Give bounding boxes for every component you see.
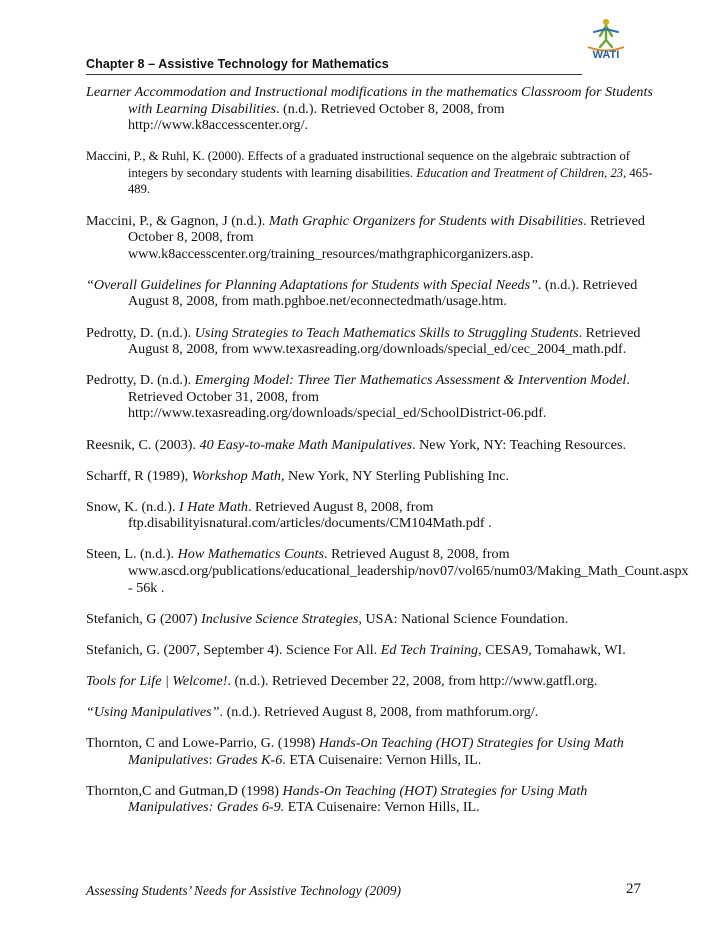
page-number: 27 [626, 881, 641, 897]
reference-entry [86, 213, 656, 263]
reference-text: , USA: National Science Foundation. [358, 610, 569, 627]
reference-text: Scharff, R (1989), [86, 467, 192, 484]
reference-text: CESA9, Tomahawk, WI. [481, 641, 626, 658]
reference-text: Stefanich, G (2007) [86, 610, 202, 627]
reference-text: Stefanich, G. (2007, September 4). Science For All. [86, 641, 381, 658]
reference-italic-text: I Hate Math [179, 498, 248, 515]
reference-entry [86, 277, 656, 310]
reference-entry [86, 735, 656, 768]
reference-text: Thornton, C and Lowe-Parrio, G. (1998) [86, 735, 319, 752]
footer-title: Assessing Students’ Needs for Assistive Technology (2009) [86, 883, 401, 898]
reference-italic-text: How Mathematics Counts [177, 546, 325, 563]
reference-text: , 465-489. [128, 165, 653, 197]
chapter-title: Chapter 8 – Assistive Technology for Mathematics [86, 57, 389, 71]
reference-italic-text: Inclusive Science Strategies [201, 610, 359, 627]
reference-italic-text: Emerging Model: Three Tier Mathematics Assessment & Intervention Model [194, 372, 627, 389]
reference-entry [86, 468, 656, 485]
reference-text: Maccini, P., & Ruhl, K. (2000). Effects of a graduated instructional sequence on the algebraic subtraction of integers by secondary students with learning disabilities. [86, 149, 630, 180]
reference-text: Steen, L. (n.d.). [86, 546, 178, 563]
reference-entry [86, 783, 656, 816]
reference-text: : [208, 751, 217, 768]
reference-text: . Retrieved October 8, 2008, from www.k8accesscenter.org/training_resources/mathgraphicorganizers.asp. [128, 212, 645, 262]
reference-text: . Retrieved August 8, 2008, from www.ascd.org/publications/educational_leadership/nov07/vol65/num03/Making_Math_Count.aspx - 56k . [128, 546, 689, 596]
reference-italic-text: 40 Easy-to-make Math Manipulatives [199, 436, 413, 453]
reference-entry [86, 372, 656, 422]
reference-entry [86, 499, 656, 532]
reference-entry [86, 84, 656, 134]
reference-entry [86, 437, 656, 454]
reference-text: . Retrieved October 31, 2008, from http://www.texasreading.org/downloads/special_ed/SchoolDistrict-06.pdf. [128, 372, 630, 422]
reference-text: . (n.d.). Retrieved August 8, 2008, from math.pghboe.net/econnectedmath/usage.htm. [128, 276, 638, 310]
reference-italic-text: “Using Manipulatives” [86, 703, 220, 720]
reference-text: . (n.d.). Retrieved August 8, 2008, from mathforum.org/. [219, 703, 539, 720]
reference-text: New York, NY Sterling Publishing Inc. [284, 467, 510, 484]
reference-text: Pedrotty, D. (n.d.). [86, 324, 195, 341]
reference-entry [86, 673, 656, 690]
reference-text: . ETA Cuisenaire: Vernon Hills, IL. [282, 751, 482, 768]
reference-text: . New York, NY: Teaching Resources. [412, 436, 626, 453]
reference-italic-text: Learner Accommodation and Instructional modifications in the mathematics Classroom for Students with Learning Disabilities [86, 84, 653, 117]
reference-text: Pedrotty, D. (n.d.). [86, 372, 195, 389]
reference-text: ETA Cuisenaire: Vernon Hills, IL. [284, 799, 480, 816]
reference-text: . (n.d.). Retrieved December 22, 2008, from http://www.gatfl.org. [227, 672, 598, 689]
reference-italic-text: Hands-On Teaching (HOT) Strategies for Using Math Manipulatives: Grades 6-9. [128, 782, 588, 816]
logo-figure-head [603, 19, 609, 25]
reference-italic-text: Math Graphic Organizers for Students with Disabilities [268, 212, 584, 229]
reference-text: Maccini, P., & Gagnon, J (n.d.). [86, 212, 269, 229]
reference-text: . Retrieved August 8, 2008, from www.texasreading.org/downloads/special_ed/cec_2004_math.pdf. [128, 324, 641, 358]
reference-text: Reesnik, C. (2003). [86, 436, 200, 453]
reference-text: Snow, K. (n.d.). [86, 498, 180, 515]
logo-text: WATI [592, 49, 620, 61]
reference-entry [86, 704, 656, 721]
reference-entry [86, 148, 656, 198]
reference-italic-text: Workshop Math, [191, 467, 285, 484]
reference-text: . Retrieved August 8, 2008, from ftp.disabilityisnatural.com/articles/documents/CM104Math.pdf . [128, 498, 492, 532]
reference-italic-text: Grades K-6 [216, 751, 283, 768]
reference-entry [86, 642, 656, 659]
reference-italic-text: Using Strategies to Teach Mathematics Skills to Struggling Students [194, 324, 579, 341]
wati-logo [570, 16, 642, 62]
reference-entry [86, 546, 689, 596]
reference-text: . (n.d.). Retrieved October 8, 2008, from http://www.k8accesscenter.org/. [128, 100, 505, 134]
reference-italic-text: Hands-On Teaching (HOT) Strategies for Using Math Manipulatives [128, 735, 624, 768]
reference-italic-text: Tools for Life | Welcome! [86, 672, 228, 689]
reference-entry [86, 325, 656, 358]
reference-italic-text: Education and Treatment of Children, 23 [416, 165, 624, 180]
reference-italic-text: “Overall Guidelines for Planning Adaptations for Students with Special Needs” [86, 276, 538, 293]
reference-entry [86, 611, 656, 628]
header-rule [86, 74, 582, 75]
reference-text: Thornton,C and Gutman,D (1998) [86, 782, 283, 799]
reference-italic-text: Ed Tech Training, [380, 641, 482, 658]
reference-list [86, 84, 689, 830]
